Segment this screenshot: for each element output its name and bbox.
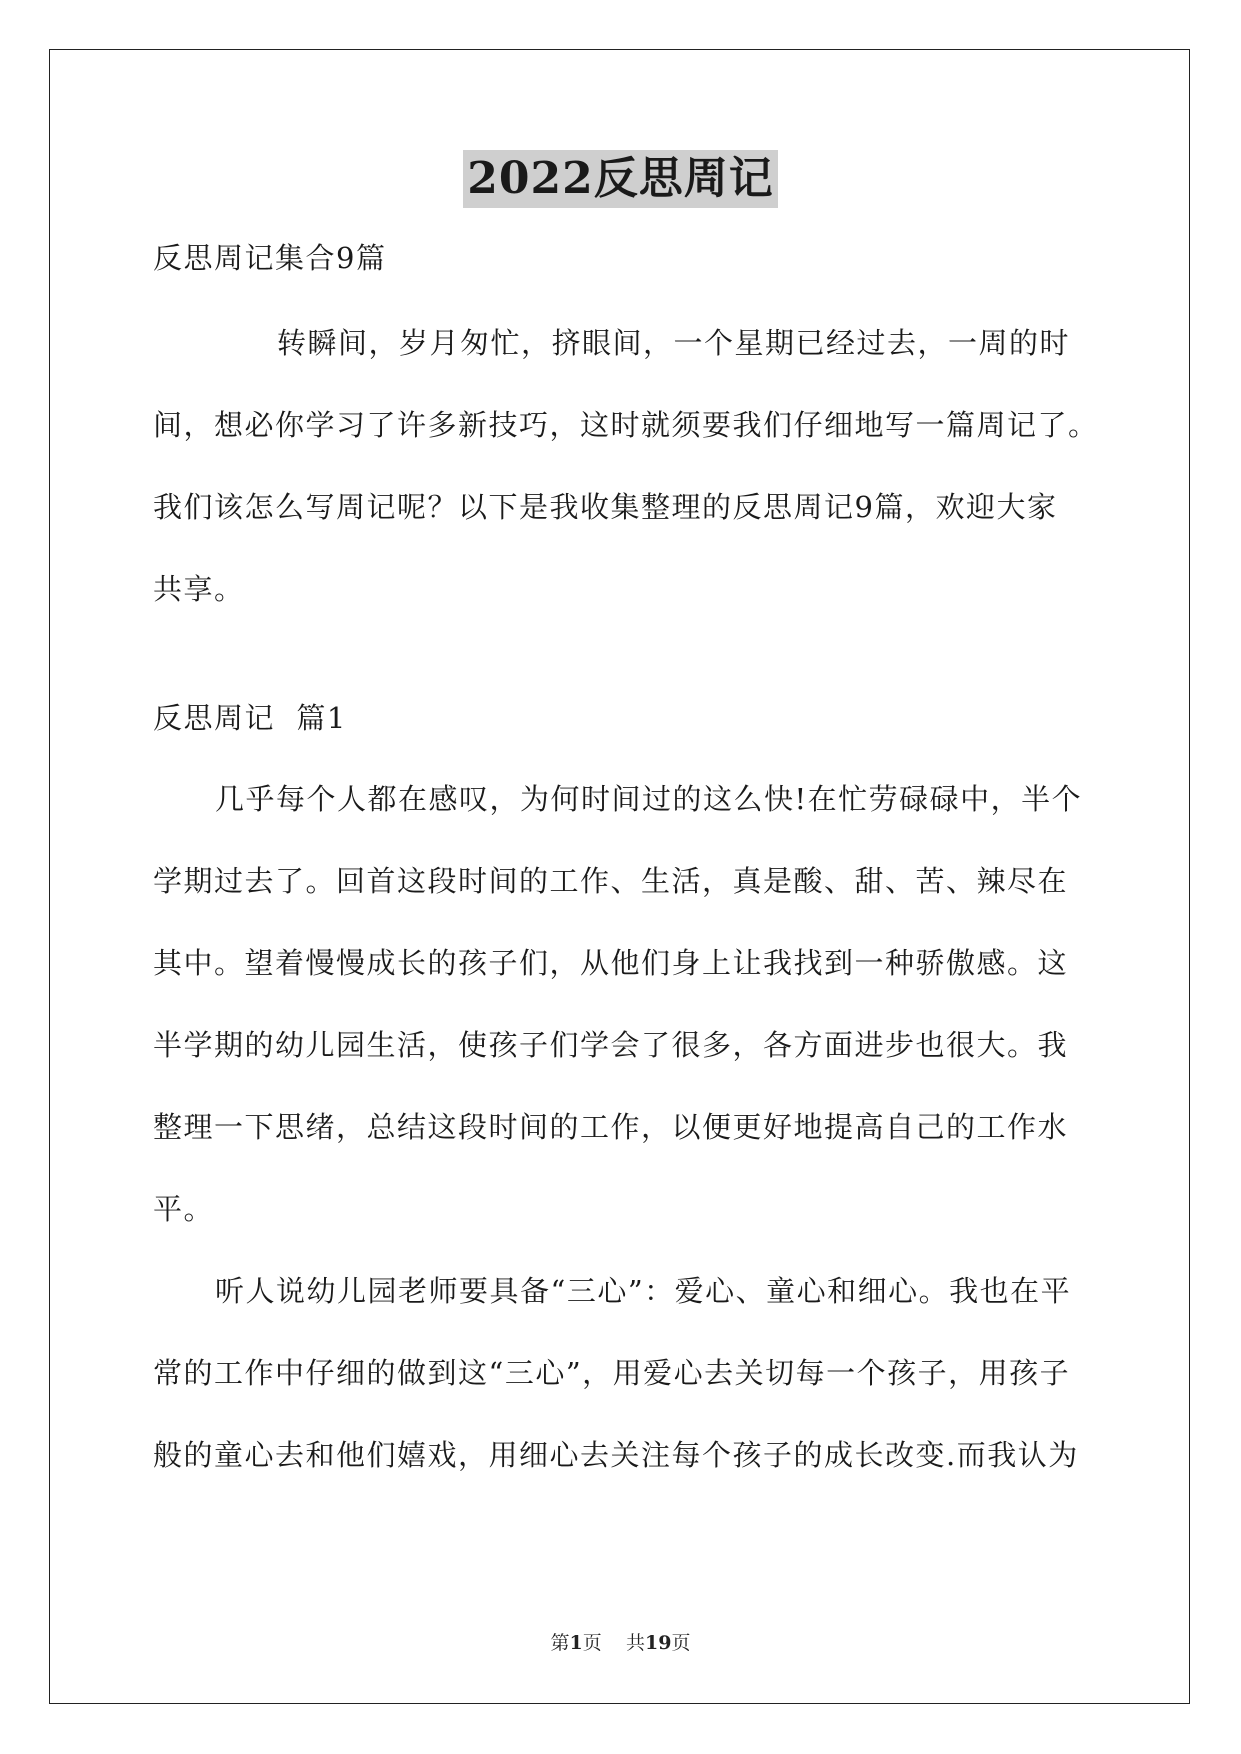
page-suffix: 页 [582, 1632, 602, 1654]
section-gap [153, 630, 1093, 690]
paragraph-line: 其中。望着慢慢成长的孩子们，从他们身上让我找到一种骄傲感。这 [153, 946, 1069, 980]
total-pages: 19 [644, 1632, 672, 1654]
page-number: 1 [569, 1632, 583, 1654]
page-footer [0, 1628, 1241, 1655]
title-container [0, 150, 1241, 208]
paragraph-line: 几乎每个人都在感叹，为何时间过的这么快!在忙劳碌碌中，半个 [215, 782, 1083, 816]
intro-line: 共享。 [153, 572, 245, 606]
total-prefix: 共 [625, 1632, 645, 1654]
intro-line: 我们该怎么写周记呢？以下是我收集整理的反思周记9篇，欢迎大家 [153, 490, 1058, 524]
paragraph-line: 平。 [153, 1192, 215, 1226]
paragraph-line: 学期过去了。回首这段时间的工作、生活，真是酸、甜、苦、辣尽在 [153, 864, 1069, 898]
page-prefix: 第 [550, 1632, 570, 1654]
document-body [153, 230, 1099, 1496]
intro-line: 间，想必你学习了许多新技巧，这时就须要我们仔细地写一篇周记了。 [153, 408, 1099, 442]
section-heading: 反思周记 篇1 [153, 701, 347, 735]
paragraph-line: 般的童心去和他们嬉戏，用细心去关注每个孩子的成长改变.而我认为 [153, 1438, 1079, 1472]
document-subtitle: 反思周记集合9篇 [153, 241, 387, 275]
document-title: 2022反思周记 [463, 150, 777, 208]
total-suffix: 页 [671, 1632, 691, 1654]
paragraph-line: 听人说幼儿园老师要具备“三心”：爱心、童心和细心。我也在平 [215, 1274, 1072, 1308]
paragraph-line: 半学期的幼儿园生活，使孩子们学会了很多，各方面进步也很大。我 [153, 1028, 1069, 1062]
paragraph-line: 整理一下思绪，总结这段时间的工作，以便更好地提高自己的工作水 [153, 1110, 1069, 1144]
paragraph-line: 常的工作中仔细的做到这“三心”，用爱心去关切每一个孩子，用孩子 [153, 1356, 1071, 1390]
intro-line: 转瞬间，岁月匆忙，挤眼间，一个星期已经过去，一周的时 [277, 326, 1071, 360]
